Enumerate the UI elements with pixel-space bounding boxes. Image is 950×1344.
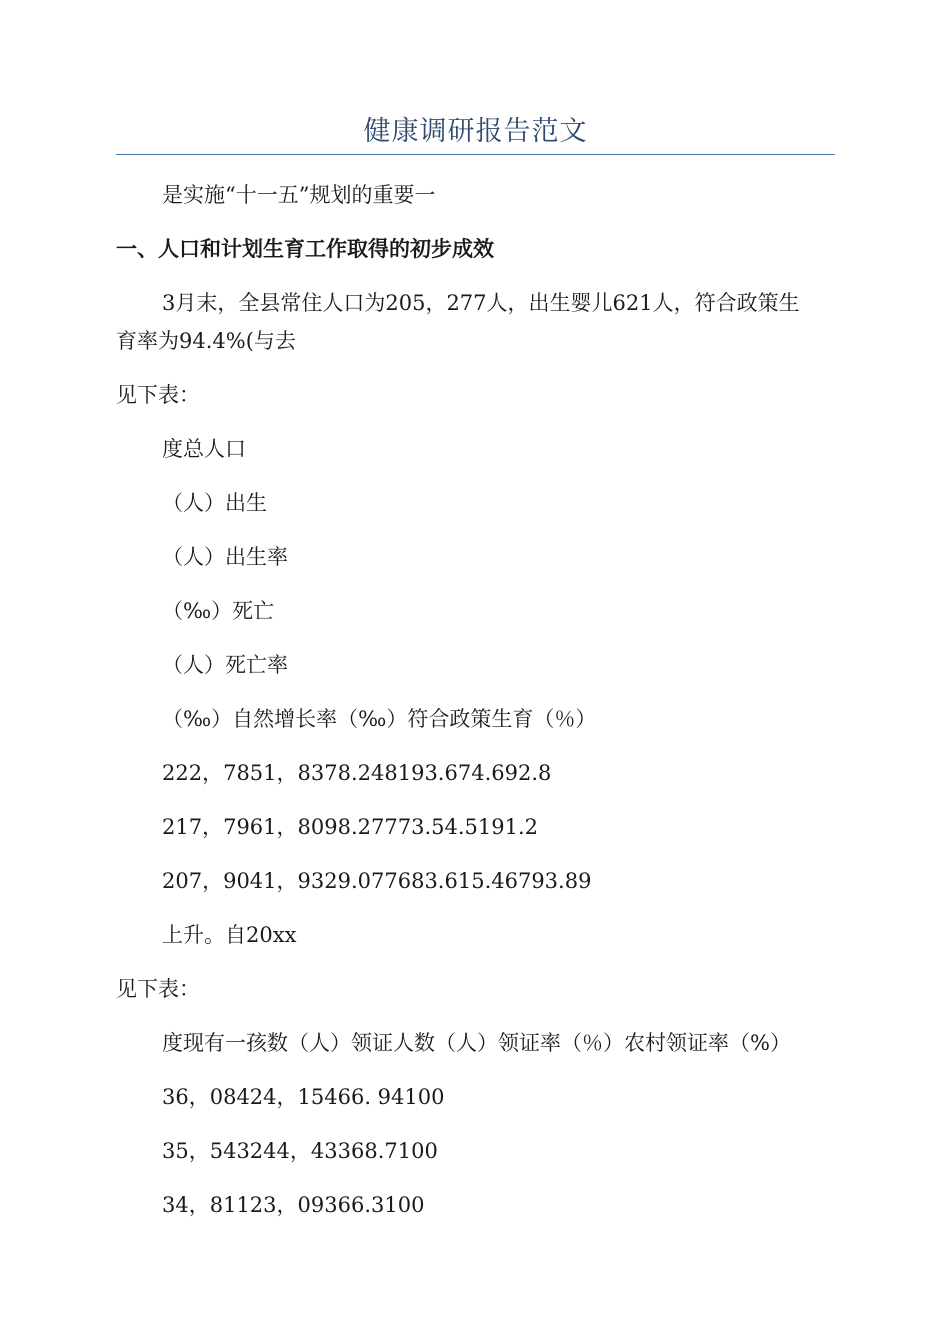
see-table-label: 见下表： [116, 977, 200, 1001]
document-title: 健康调研报告范文 [363, 116, 588, 147]
population-paragraph-line-1: 3月末，全县常住人口为205，277人，出生婴儿621人，符合政策生 [162, 291, 800, 315]
table1-header-line: （人）出生率 [162, 545, 288, 569]
rise-paragraph: 上升。自20xx [162, 923, 297, 947]
intro-paragraph: 是实施“十一五”规划的重要一 [162, 183, 436, 207]
table1-row: 222，7851，8378.248193.674.692.8 [162, 761, 552, 785]
section-heading: 一、人口和计划生育工作取得的初步成效 [116, 237, 494, 261]
see-table-label: 见下表： [116, 383, 200, 407]
table2-row: 36，08424，15466. 94100 [162, 1085, 445, 1109]
title-underline [116, 154, 835, 155]
table2-header-line: 度现有一孩数（人）领证人数（人）领证率（％）农村领证率（%） [162, 1031, 791, 1055]
table1-header-line: 度总人口 [162, 437, 246, 461]
table1-row: 217，7961，8098.27773.54.5191.2 [162, 815, 539, 839]
table2-row: 34，81123，09366.3100 [162, 1193, 425, 1217]
table1-row: 207，9041，9329.077683.615.46793.89 [162, 869, 592, 893]
table1-header-line: （人）死亡率 [162, 653, 288, 677]
population-paragraph-line-2: 育率为94.4%(与去 [116, 329, 296, 353]
table1-header-line: （‰）死亡 [162, 599, 275, 623]
table1-header-line: （人）出生 [162, 491, 267, 515]
table2-row: 35，543244，43368.7100 [162, 1139, 438, 1163]
table1-header-line: （‰）自然增长率（‰）符合政策生育（％） [162, 707, 597, 731]
